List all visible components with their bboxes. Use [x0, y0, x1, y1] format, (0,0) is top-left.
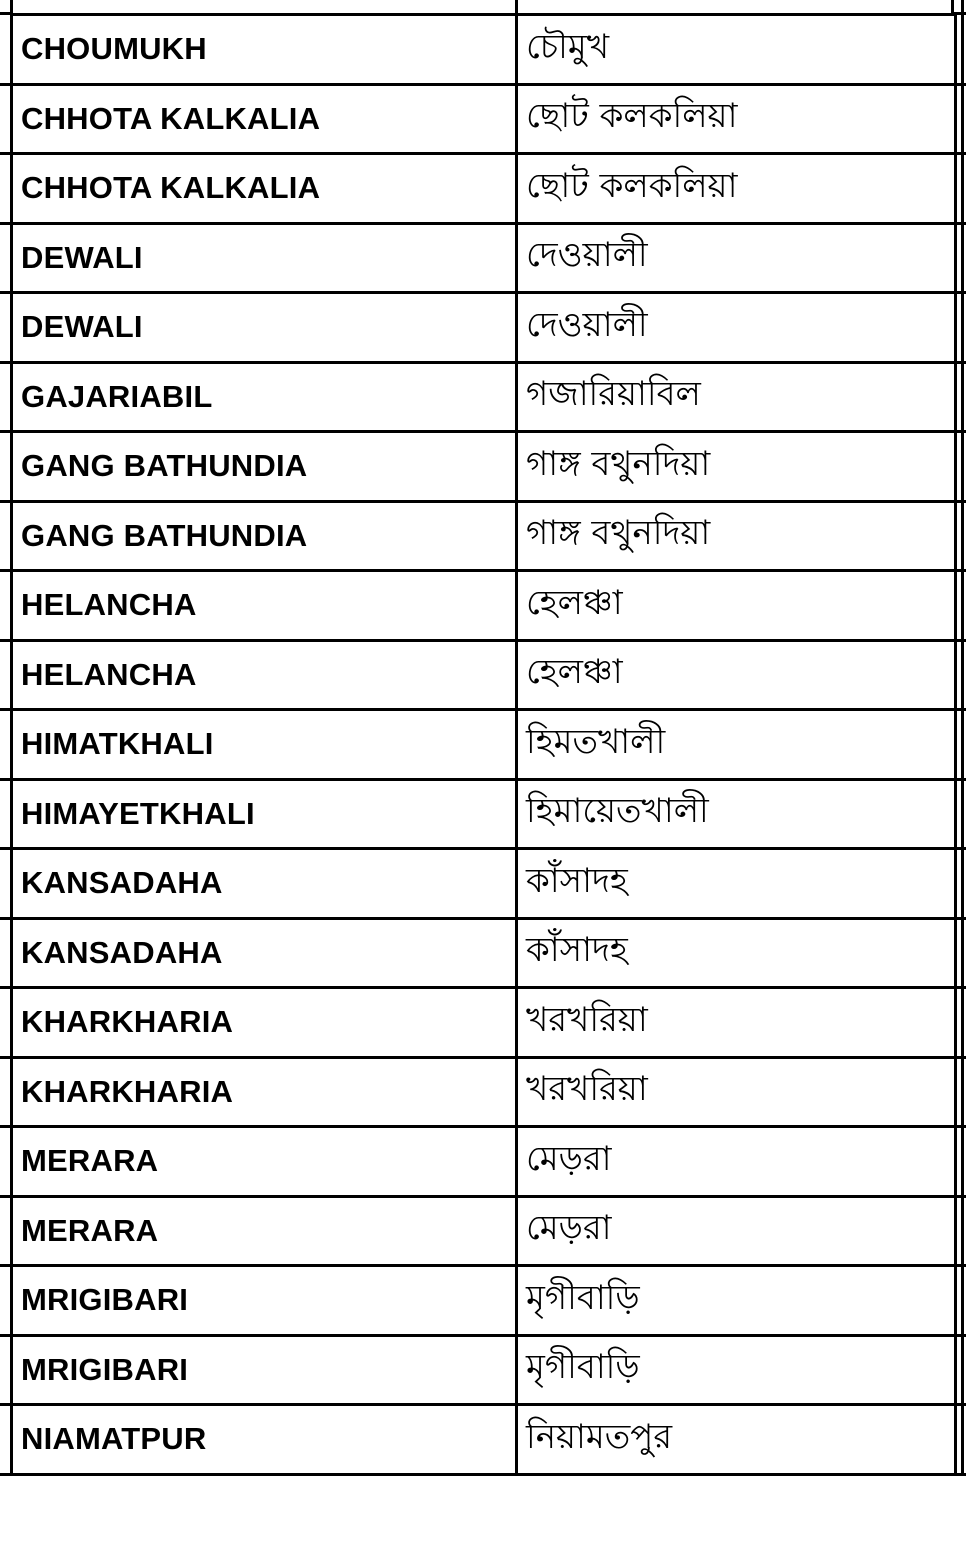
- bengali-name-cell: দেওয়ালী: [517, 293, 956, 363]
- table-row: [12, 84, 956, 154]
- truncated-header-row: [10, 0, 954, 13]
- gridline-tick: [0, 639, 10, 642]
- bengali-name-cell: হেলঞ্চা: [517, 640, 956, 710]
- bengali-name-cell: মৃগীবাড়ি: [517, 1335, 956, 1405]
- english-name-cell: KHARKHARIA: [12, 988, 517, 1058]
- bengali-name-cell: ছোট কলকলিয়া: [517, 154, 956, 224]
- bengali-name-cell: খরখরিয়া: [517, 988, 956, 1058]
- english-name-cell: DEWALI: [12, 223, 517, 293]
- gridline-tick: [0, 1334, 10, 1337]
- bengali-name-cell: মৃগীবাড়ি: [517, 1266, 956, 1336]
- gridline-tick: [0, 1264, 10, 1267]
- english-name-cell: NIAMATPUR: [12, 1405, 517, 1475]
- bengali-name-cell: খরখরিয়া: [517, 1057, 956, 1127]
- gridline-tick: [0, 1403, 10, 1406]
- english-name-cell: HIMATKHALI: [12, 710, 517, 780]
- bengali-name-cell: চৌমুখ: [517, 15, 956, 85]
- english-name-cell: CHOUMUKH: [12, 15, 517, 85]
- bengali-name-cell: নিয়ামতপুর: [517, 1405, 956, 1475]
- bengali-name-cell: হিমায়েতখালী: [517, 779, 956, 849]
- english-name-cell: HELANCHA: [12, 640, 517, 710]
- table-row: [12, 710, 956, 780]
- gridline-tick: [0, 500, 10, 503]
- gridline-tick: [0, 152, 10, 155]
- english-name-cell: CHHOTA KALKALIA: [12, 154, 517, 224]
- english-name-cell: DEWALI: [12, 293, 517, 363]
- bengali-name-cell: গাঙ্গ বথুনদিয়া: [517, 432, 956, 502]
- table-row: [12, 293, 956, 363]
- english-name-cell: GANG BATHUNDIA: [12, 432, 517, 502]
- left-neighbor-column-edge: [0, 0, 10, 1473]
- gridline-tick: [0, 361, 10, 364]
- gridline-tick: [0, 12, 10, 15]
- bengali-name-cell: কাঁসাদহ: [517, 918, 956, 988]
- table-row: [12, 849, 956, 919]
- gridline-tick: [0, 986, 10, 989]
- english-name-cell: HELANCHA: [12, 571, 517, 641]
- gridline-tick: [0, 83, 10, 86]
- gridline-tick: [0, 569, 10, 572]
- bengali-name-cell: কাঁসাদহ: [517, 849, 956, 919]
- gridline-tick: [0, 222, 10, 225]
- english-name-cell: MERARA: [12, 1127, 517, 1197]
- table-row: [12, 571, 956, 641]
- gridline-tick: [0, 1056, 10, 1059]
- table-row: [12, 640, 956, 710]
- english-name-cell: KANSADAHA: [12, 918, 517, 988]
- english-name-cell: KANSADAHA: [12, 849, 517, 919]
- bengali-name-cell: গাঙ্গ বথুনদিয়া: [517, 501, 956, 571]
- gridline-tick: [0, 1125, 10, 1128]
- table-row: [12, 432, 956, 502]
- table-row: [12, 1196, 956, 1266]
- gridline-tick: [0, 778, 10, 781]
- bengali-name-cell: হিমতখালী: [517, 710, 956, 780]
- place-name-table: [10, 13, 957, 1476]
- table-row: [12, 988, 956, 1058]
- table-row: [12, 1335, 956, 1405]
- gridline-tick: [0, 291, 10, 294]
- table-row: [12, 918, 956, 988]
- table-row: [12, 501, 956, 571]
- english-name-cell: CHHOTA KALKALIA: [12, 84, 517, 154]
- table-row: [12, 223, 956, 293]
- table-row: [12, 154, 956, 224]
- table-row: [12, 362, 956, 432]
- table-row: [12, 15, 956, 85]
- english-name-cell: GAJARIABIL: [12, 362, 517, 432]
- column-divider: [515, 0, 518, 13]
- bengali-name-cell: মেড়রা: [517, 1127, 956, 1197]
- gridline-tick: [0, 917, 10, 920]
- gridline-tick: [0, 708, 10, 711]
- table-row: [12, 1057, 956, 1127]
- bengali-name-cell: হেলঞ্চা: [517, 571, 956, 641]
- gridline-tick: [0, 847, 10, 850]
- english-name-cell: KHARKHARIA: [12, 1057, 517, 1127]
- table-row: [12, 1127, 956, 1197]
- gridline-tick: [0, 1473, 10, 1476]
- table-row: [12, 779, 956, 849]
- table-row: [12, 1266, 956, 1336]
- place-name-table-container: [10, 13, 954, 1476]
- bengali-name-cell: দেওয়ালী: [517, 223, 956, 293]
- english-name-cell: HIMAYETKHALI: [12, 779, 517, 849]
- gridline-tick: [0, 1195, 10, 1198]
- bengali-name-cell: গজারিয়াবিল: [517, 362, 956, 432]
- english-name-cell: MRIGIBARI: [12, 1335, 517, 1405]
- gridline-tick: [0, 430, 10, 433]
- table-row: [12, 1405, 956, 1475]
- bengali-name-cell: মেড়রা: [517, 1196, 956, 1266]
- table-body: [12, 15, 956, 1475]
- bengali-name-cell: ছোট কলকলিয়া: [517, 84, 956, 154]
- english-name-cell: GANG BATHUNDIA: [12, 501, 517, 571]
- english-name-cell: MERARA: [12, 1196, 517, 1266]
- english-name-cell: MRIGIBARI: [12, 1266, 517, 1336]
